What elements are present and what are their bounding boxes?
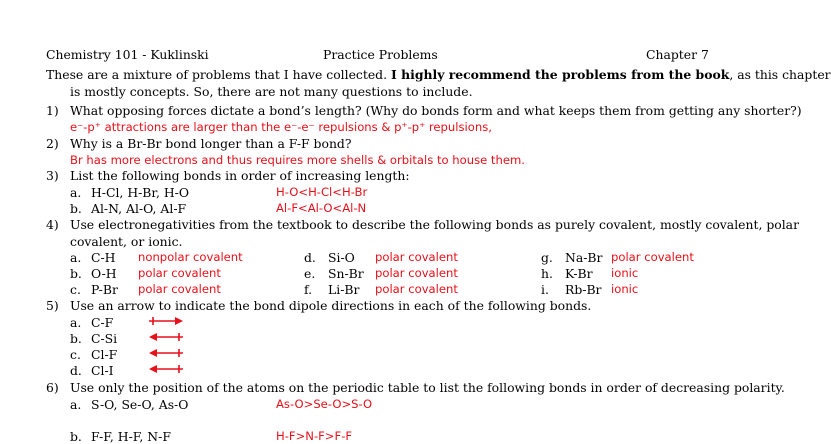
q6-item-letter: a. — [70, 397, 82, 412]
q4-item-letter: i. — [541, 282, 549, 297]
intro-line-2: is mostly concepts. So, there are not many questions to include. — [70, 84, 473, 99]
q4-item-bond: Na-Br — [565, 250, 603, 265]
q3-item-letter: a. — [70, 185, 82, 200]
q5-item-letter: c. — [70, 347, 81, 362]
q3-item-answer: Al-F<Al-O<Al-N — [276, 201, 367, 215]
q4-item-letter: b. — [70, 266, 82, 281]
q4-item-letter: c. — [70, 282, 81, 297]
q4-item-letter: h. — [541, 266, 553, 281]
q4-item-letter: d. — [304, 250, 316, 265]
q4-question-line-2: covalent, or ionic. — [70, 234, 183, 249]
q4-item-bond: Sn-Br — [328, 266, 364, 281]
q5-item-bond: C-Si — [91, 331, 118, 346]
q4-item-bond: P-Br — [91, 282, 118, 297]
q5-item-letter: b. — [70, 331, 82, 346]
q4-item-answer: polar covalent — [375, 250, 458, 264]
q5-question: Use an arrow to indicate the bond dipole directions in each of the following bonds. — [70, 298, 592, 313]
q4-item-answer: nonpolar covalent — [138, 250, 243, 264]
q4-item-answer: polar covalent — [375, 282, 458, 296]
q6-item-bonds: S-O, Se-O, As-O — [91, 397, 189, 412]
page-title: Practice Problems — [323, 47, 438, 62]
intro-text-a: These are a mixture of problems that I have collected. — [46, 67, 391, 82]
q4-item-bond: O-H — [91, 266, 117, 281]
q1-number: 1) — [46, 103, 59, 118]
q3-item-letter: b. — [70, 201, 82, 216]
q6-question: Use only the position of the atoms on the periodic table to list the following bonds in order of decreasing polarity. — [70, 380, 785, 395]
q4-number: 4) — [46, 217, 59, 232]
q5-item-bond: Cl-I — [91, 363, 114, 378]
q5-item-bond: C-F — [91, 315, 114, 330]
q4-item-answer: polar covalent — [611, 250, 694, 264]
q4-item-bond: Si-O — [328, 250, 355, 265]
q4-item-bond: K-Br — [565, 266, 593, 281]
q3-item-answer: H-O<H-Cl<H-Br — [276, 185, 368, 199]
q6-item-answer: As-O>Se-O>S-O — [276, 397, 373, 411]
q3-item-bonds: H-Cl, H-Br, H-O — [91, 185, 189, 200]
q4-item-bond: C-H — [91, 250, 116, 265]
dipole-arrow-left-icon — [148, 331, 184, 343]
q5-item-letter: d. — [70, 363, 82, 378]
q3-question: List the following bonds in order of increasing length: — [70, 168, 410, 183]
q4-item-answer: polar covalent — [138, 266, 221, 280]
q4-item-letter: e. — [304, 266, 316, 281]
q4-item-letter: g. — [541, 250, 553, 265]
q4-item-bond: Rb-Br — [565, 282, 602, 297]
q6-item-bonds: F-F, H-F, N-F — [91, 429, 171, 444]
q4-item-answer: polar covalent — [138, 282, 221, 296]
q3-item-bonds: Al-N, Al-O, Al-F — [91, 201, 187, 216]
q5-item-letter: a. — [70, 315, 82, 330]
q1-answer: e⁻-p⁺ attractions are larger than the e⁻-e⁻ repulsions & p⁺-p⁺ repulsions, — [70, 120, 492, 134]
q4-item-answer: polar covalent — [375, 266, 458, 280]
dipole-arrow-left-icon — [148, 363, 184, 375]
q2-answer: Br has more electrons and thus requires more shells & orbitals to house them. — [70, 153, 525, 167]
intro-line-1 — [46, 67, 831, 82]
q4-item-letter: f. — [304, 282, 313, 297]
q2-question: Why is a Br-Br bond longer than a F-F bond? — [70, 136, 352, 151]
q4-item-bond: Li-Br — [328, 282, 360, 297]
q4-item-answer: ionic — [611, 266, 639, 280]
dipole-arrow-right-icon — [148, 315, 184, 327]
q1-question: What opposing forces dictate a bond’s length? (Why do bonds form and what keeps them from getting any shorter?) — [70, 103, 802, 118]
q6-number: 6) — [46, 380, 59, 395]
dipole-arrow-left-icon — [148, 347, 184, 359]
q6-item-answer: H-F>N-F>F-F — [276, 429, 353, 443]
course-title: Chemistry 101 - Kuklinski — [46, 47, 209, 62]
q3-number: 3) — [46, 168, 59, 183]
intro-emphasis: I highly recommend the problems from the book — [391, 67, 730, 82]
q4-item-letter: a. — [70, 250, 82, 265]
q6-item-letter: b. — [70, 429, 82, 444]
q4-item-answer: ionic — [611, 282, 639, 296]
chapter-label: Chapter 7 — [646, 47, 709, 62]
intro-text-b: , as this chapter — [729, 67, 831, 82]
q5-number: 5) — [46, 298, 59, 313]
q5-item-bond: Cl-F — [91, 347, 118, 362]
q4-question-line-1: Use electronegativities from the textbook to describe the following bonds as purely covalent, mostly covalent, polar — [70, 217, 799, 232]
q2-number: 2) — [46, 136, 59, 151]
